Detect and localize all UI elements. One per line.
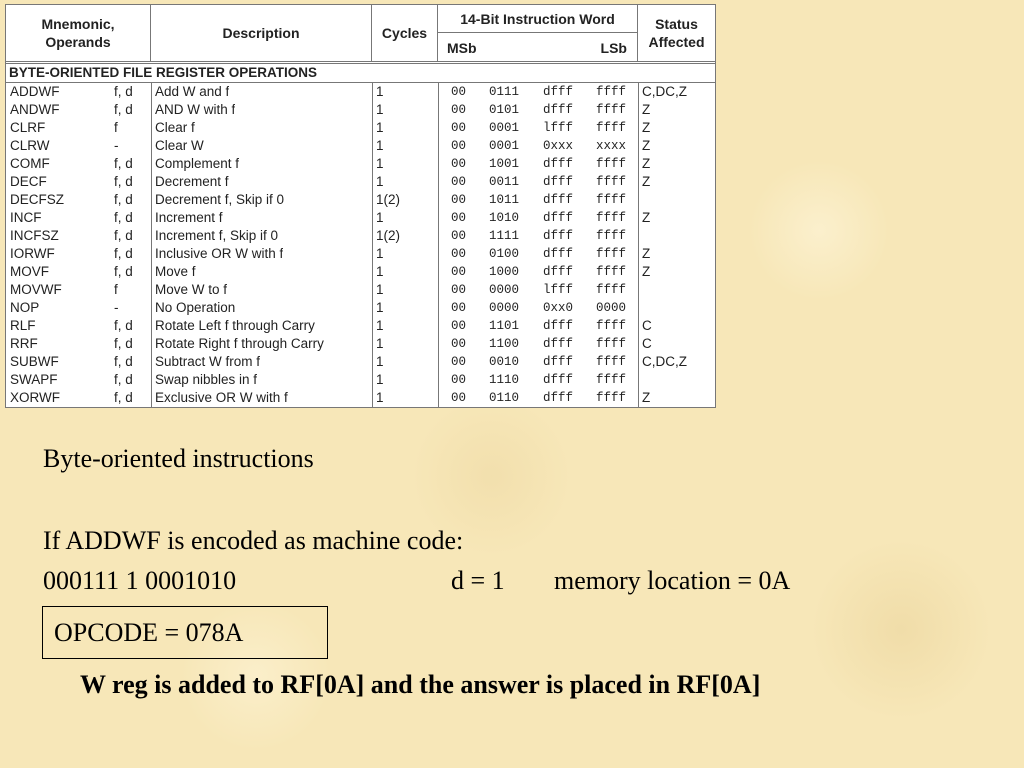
opcode-bits-cell: 00 — [451, 211, 467, 225]
table-row — [6, 371, 715, 389]
status-cell: C,DC,Z — [642, 84, 687, 99]
table-header — [6, 5, 715, 64]
status-cell: C — [642, 336, 652, 351]
cycles-cell: 1 — [376, 102, 384, 117]
status-cell: C,DC,Z — [642, 354, 687, 369]
opcode-bits-cell: 0100 — [489, 247, 520, 261]
opcode-text: OPCODE = 078A — [54, 618, 244, 647]
operand-bits-cell: ffff — [596, 85, 627, 99]
mnemonic-cell: RLF — [10, 318, 36, 333]
operand-bits-cell: lfff — [543, 283, 574, 297]
table-row — [6, 389, 715, 407]
mnemonic-cell: DECFSZ — [10, 192, 64, 207]
description-cell: Rotate Left f through Carry — [155, 318, 315, 333]
operand-bits-cell: dfff — [543, 157, 574, 171]
opcode-bits-cell: 00 — [451, 139, 467, 153]
cycles-cell: 1 — [376, 156, 384, 171]
cycles-cell: 1 — [376, 336, 384, 351]
operands-cell: f — [114, 282, 118, 297]
opcode-bits-cell: 00 — [451, 283, 467, 297]
operands-cell: f, d — [114, 192, 133, 207]
cycles-cell: 1 — [376, 390, 384, 405]
operand-bits-cell: ffff — [596, 355, 627, 369]
description-cell: Subtract W from f — [155, 354, 261, 369]
description-cell: Swap nibbles in f — [155, 372, 258, 387]
operand-bits-cell: ffff — [596, 193, 627, 207]
status-cell: Z — [642, 174, 651, 189]
operand-bits-cell: dfff — [543, 211, 574, 225]
operand-bits-cell: 0xx0 — [543, 301, 574, 315]
opcode-bits-cell: 00 — [451, 247, 467, 261]
status-cell: Z — [642, 156, 651, 171]
status-cell: Z — [642, 210, 651, 225]
table-row — [6, 173, 715, 191]
cycles-cell: 1(2) — [376, 192, 401, 207]
operands-cell: - — [114, 300, 119, 315]
operands-cell: f, d — [114, 156, 133, 171]
operands-cell: f, d — [114, 372, 133, 387]
conclusion-text: W reg is added to RF[0A] and the answer is placed in RF[0A] — [80, 670, 761, 699]
operands-cell: f, d — [114, 246, 133, 261]
mnemonic-cell: MOVF — [10, 264, 49, 279]
table-row — [6, 101, 715, 119]
mnemonic-cell: MOVWF — [10, 282, 62, 297]
status-cell: Z — [642, 246, 651, 261]
cycles-cell: 1 — [376, 84, 384, 99]
operand-bits-cell: xxxx — [596, 139, 627, 153]
table-row — [6, 119, 715, 137]
mnemonic-cell: CLRW — [10, 138, 50, 153]
mnemonic-cell: ADDWF — [10, 84, 60, 99]
description-cell: AND W with f — [155, 102, 236, 117]
mnemonic-cell: SUBWF — [10, 354, 59, 369]
operand-bits-cell: dfff — [543, 391, 574, 405]
operand-bits-cell: ffff — [596, 157, 627, 171]
opcode-bits-cell: 1100 — [489, 337, 520, 351]
cycles-cell: 1 — [376, 138, 384, 153]
header-mnemonic-operands: Mnemonic, Operands — [6, 5, 151, 61]
operand-bits-cell: ffff — [596, 337, 627, 351]
cycles-cell: 1 — [376, 372, 384, 387]
header-description: Description — [151, 5, 372, 61]
operand-bits-cell: ffff — [596, 283, 627, 297]
mnemonic-cell: IORWF — [10, 246, 55, 261]
description-cell: Increment f — [155, 210, 223, 225]
cycles-cell: 1 — [376, 210, 384, 225]
d-value: d = 1 — [451, 566, 505, 595]
operand-bits-cell: ffff — [596, 229, 627, 243]
opcode-bits-cell: 0010 — [489, 355, 520, 369]
operand-bits-cell: ffff — [596, 247, 627, 261]
operand-bits-cell: dfff — [543, 85, 574, 99]
cycles-cell: 1 — [376, 174, 384, 189]
status-cell: Z — [642, 264, 651, 279]
table-row — [6, 83, 715, 101]
cycles-cell: 1 — [376, 264, 384, 279]
operands-cell: f, d — [114, 336, 133, 351]
operands-cell: f, d — [114, 174, 133, 189]
opcode-bits-cell: 1011 — [489, 193, 520, 207]
operand-bits-cell: dfff — [543, 265, 574, 279]
header-lsb: LSb — [600, 40, 627, 56]
opcode-bits-cell: 1001 — [489, 157, 520, 171]
section-title: BYTE-ORIENTED FILE REGISTER OPERATIONS — [6, 64, 715, 83]
opcode-bits-cell: 00 — [451, 121, 467, 135]
operand-bits-cell: lfff — [543, 121, 574, 135]
description-cell: Inclusive OR W with f — [155, 246, 284, 261]
header-cycles: Cycles — [372, 5, 438, 61]
description-cell: Clear W — [155, 138, 204, 153]
status-cell: Z — [642, 120, 651, 135]
opcode-bits-cell: 1101 — [489, 319, 520, 333]
cycles-cell: 1 — [376, 318, 384, 333]
operand-bits-cell: dfff — [543, 319, 574, 333]
cycles-cell: 1 — [376, 282, 384, 297]
description-cell: Add W and f — [155, 84, 230, 99]
operand-bits-cell: ffff — [596, 391, 627, 405]
status-cell: Z — [642, 390, 651, 405]
opcode-bits-cell: 0000 — [489, 283, 520, 297]
opcode-bits-cell: 1111 — [489, 229, 520, 243]
table-row — [6, 281, 715, 299]
encoding-intro: If ADDWF is encoded as machine code: — [43, 526, 464, 555]
opcode-bits-cell: 00 — [451, 103, 467, 117]
operands-cell: f, d — [114, 318, 133, 333]
operand-bits-cell: 0000 — [596, 301, 627, 315]
opcode-bits-cell: 00 — [451, 373, 467, 387]
opcode-bits-cell: 00 — [451, 265, 467, 279]
status-cell: C — [642, 318, 652, 333]
mnemonic-cell: DECF — [10, 174, 47, 189]
operands-cell: f, d — [114, 228, 133, 243]
opcode-bits-cell: 1000 — [489, 265, 520, 279]
header-status-affected: Status Affected — [648, 16, 705, 50]
operands-cell: f, d — [114, 102, 133, 117]
mnemonic-cell: CLRF — [10, 120, 46, 135]
cycles-cell: 1 — [376, 300, 384, 315]
opcode-bits-cell: 00 — [451, 301, 467, 315]
operands-cell: - — [114, 138, 119, 153]
description-cell: Decrement f — [155, 174, 229, 189]
opcode-bits-cell: 00 — [451, 193, 467, 207]
operand-bits-cell: dfff — [543, 175, 574, 189]
opcode-bits-cell: 00 — [451, 229, 467, 243]
table-row — [6, 137, 715, 155]
cycles-cell: 1 — [376, 120, 384, 135]
machine-code: 000111 1 0001010 — [43, 566, 237, 595]
header-msb: MSb — [447, 40, 477, 56]
operand-bits-cell: dfff — [543, 373, 574, 387]
operands-cell: f, d — [114, 210, 133, 225]
table-row — [6, 263, 715, 281]
operands-cell: f, d — [114, 390, 133, 405]
opcode-bits-cell: 00 — [451, 319, 467, 333]
mnemonic-cell: NOP — [10, 300, 40, 315]
opcode-bits-cell: 00 — [451, 85, 467, 99]
mnemonic-cell: ANDWF — [10, 102, 60, 117]
table-row — [6, 353, 715, 371]
instruction-table — [5, 4, 716, 408]
description-cell: Decrement f, Skip if 0 — [155, 192, 285, 207]
table-row — [6, 209, 715, 227]
cycles-cell: 1(2) — [376, 228, 401, 243]
mnemonic-cell: INCF — [10, 210, 42, 225]
table-row — [6, 299, 715, 317]
header-instruction-word — [438, 5, 638, 61]
operand-bits-cell: ffff — [596, 103, 627, 117]
table-row — [6, 317, 715, 335]
opcode-bits-cell: 1110 — [489, 373, 520, 387]
operand-bits-cell: dfff — [543, 193, 574, 207]
opcode-bits-cell: 00 — [451, 391, 467, 405]
table-row — [6, 227, 715, 245]
table-body — [6, 83, 715, 407]
operands-cell: f, d — [114, 84, 133, 99]
cycles-cell: 1 — [376, 246, 384, 261]
operand-bits-cell: dfff — [543, 337, 574, 351]
notes-heading: Byte-oriented instructions — [43, 444, 314, 473]
mnemonic-cell: COMF — [10, 156, 50, 171]
operand-bits-cell: dfff — [543, 355, 574, 369]
opcode-bits-cell: 00 — [451, 157, 467, 171]
operand-bits-cell: ffff — [596, 265, 627, 279]
status-cell: Z — [642, 138, 651, 153]
table-row — [6, 191, 715, 209]
description-cell: Move W to f — [155, 282, 228, 297]
opcode-bits-cell: 0111 — [489, 85, 520, 99]
operand-bits-cell: dfff — [543, 103, 574, 117]
table-row — [6, 335, 715, 353]
operand-bits-cell: dfff — [543, 229, 574, 243]
memory-location: memory location = 0A — [554, 566, 791, 595]
opcode-bits-cell: 0001 — [489, 121, 520, 135]
operand-bits-cell: ffff — [596, 211, 627, 225]
description-cell: No Operation — [155, 300, 236, 315]
opcode-bits-cell: 00 — [451, 337, 467, 351]
opcode-bits-cell: 0001 — [489, 139, 520, 153]
description-cell: Complement f — [155, 156, 240, 171]
opcode-bits-cell: 0000 — [489, 301, 520, 315]
operands-cell: f, d — [114, 264, 133, 279]
operand-bits-cell: ffff — [596, 175, 627, 189]
operand-bits-cell: ffff — [596, 373, 627, 387]
mnemonic-cell: SWAPF — [10, 372, 58, 387]
operand-bits-cell: 0xxx — [543, 139, 574, 153]
description-cell: Clear f — [155, 120, 195, 135]
description-cell: Rotate Right f through Carry — [155, 336, 324, 351]
table-row — [6, 155, 715, 173]
opcode-bits-cell: 00 — [451, 355, 467, 369]
operand-bits-cell: dfff — [543, 247, 574, 261]
opcode-bits-cell: 0011 — [489, 175, 520, 189]
mnemonic-cell: XORWF — [10, 390, 60, 405]
mnemonic-cell: INCFSZ — [10, 228, 59, 243]
operand-bits-cell: ffff — [596, 319, 627, 333]
operand-bits-cell: ffff — [596, 121, 627, 135]
opcode-bits-cell: 0110 — [489, 391, 520, 405]
description-cell: Exclusive OR W with f — [155, 390, 288, 405]
table-row — [6, 245, 715, 263]
operands-cell: f, d — [114, 354, 133, 369]
description-cell: Move f — [155, 264, 196, 279]
header-instruction-word-title: 14-Bit Instruction Word — [438, 5, 637, 33]
description-cell: Increment f, Skip if 0 — [155, 228, 279, 243]
opcode-bits-cell: 1010 — [489, 211, 520, 225]
opcode-bits-cell: 00 — [451, 175, 467, 189]
opcode-box — [42, 606, 328, 659]
mnemonic-cell: RRF — [10, 336, 38, 351]
status-cell: Z — [642, 102, 651, 117]
opcode-bits-cell: 0101 — [489, 103, 520, 117]
operands-cell: f — [114, 120, 118, 135]
cycles-cell: 1 — [376, 354, 384, 369]
